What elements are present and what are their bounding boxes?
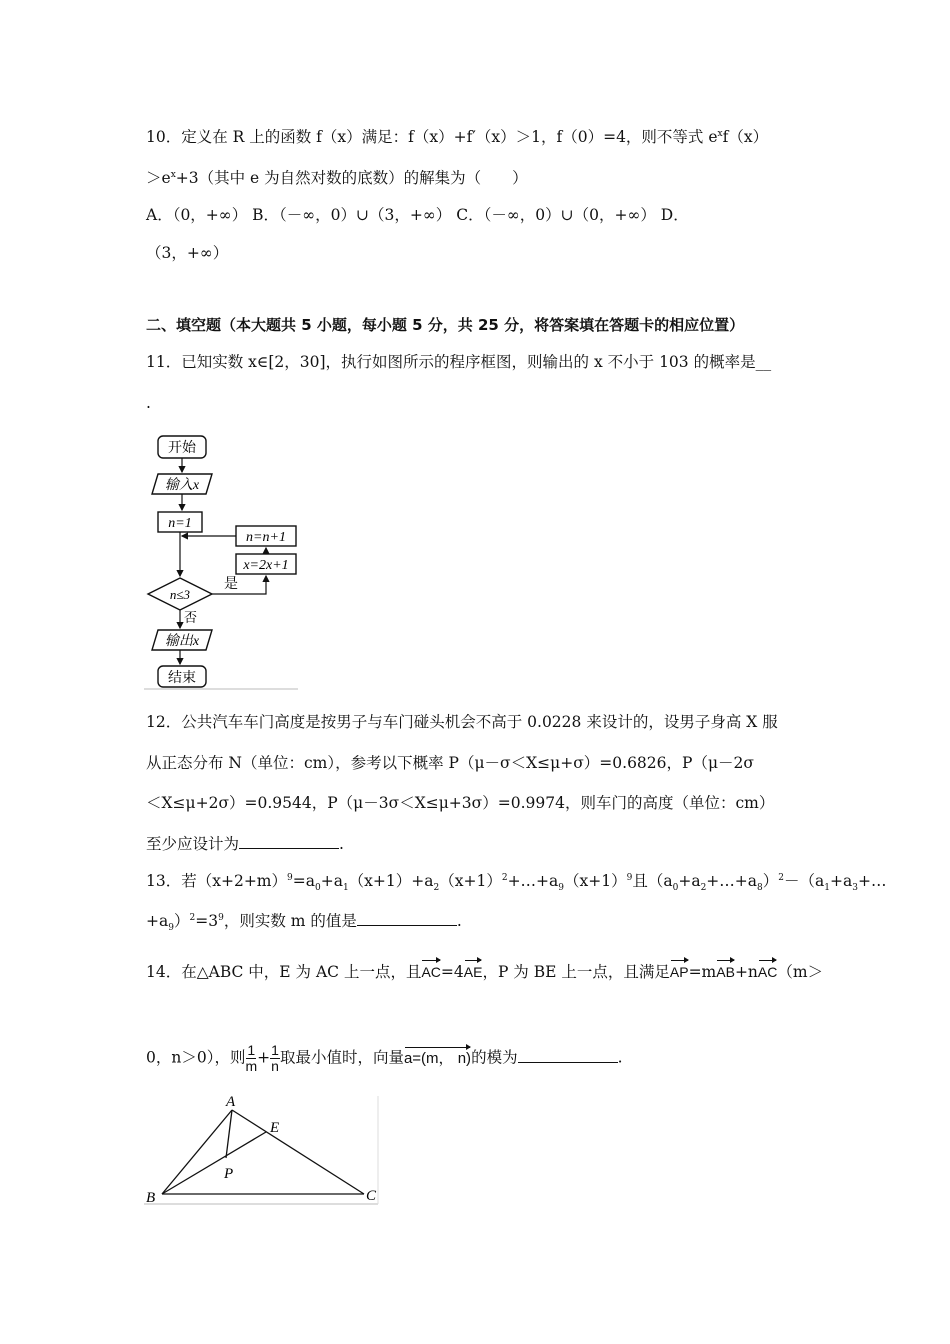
- input-label: 输入x: [164, 478, 200, 493]
- assign-x-label: x=2x+1: [243, 558, 289, 573]
- section-heading: 二、填空题（本大题共 5 小题，每小题 5 分，共 25 分，将答案填在答题卡的相应位置）: [146, 316, 745, 334]
- fraction-1-n: $\frac{1}{n}$: [271, 1042, 279, 1074]
- init-label: n=1: [168, 516, 192, 531]
- vector-ae: AE: [464, 958, 483, 982]
- vector-ac-2: AC: [758, 958, 777, 982]
- side-ab: [162, 1110, 232, 1194]
- q10-options: A．（0，+∞） B．（－∞，0）∪（3，+∞） C．（－∞，0）∪（0，+∞） D．: [146, 206, 689, 224]
- answer-blank[interactable]: [518, 1048, 618, 1063]
- side-ac: [232, 1110, 364, 1194]
- q12-line3: ＜X≤μ+2σ）=0.9544，P（μ－3σ＜X≤μ+3σ）=0.9974，则车门的高度（单位：cm）: [146, 794, 775, 812]
- segment-ap: [226, 1110, 232, 1158]
- q10-line2: $>e^x+3$（其中 e 为自然对数的底数）的解集为（ ）: [146, 169, 528, 187]
- q12-line2: 从正态分布 N（单位：cm），参考以下概率 P（μ－σ＜X≤μ+σ）=0.6826，P（μ－2σ: [146, 754, 754, 772]
- label-p: P: [224, 1166, 234, 1182]
- fraction-1-m: $\frac{1}{m}$: [245, 1042, 258, 1074]
- vector-a: a=(m， n): [404, 1045, 471, 1069]
- label-b: B: [146, 1190, 156, 1206]
- q13-line2: $+a_9)^2=3^9$，则实数 m 的值是 .: [146, 912, 462, 934]
- no-label: 否: [184, 610, 198, 625]
- vector-ac: AC: [421, 958, 440, 982]
- q14-line2: 0，n＞0），则 $\frac{1}{m}$ + $\frac{1}{n}$ 取最小值时，向量a=(m， n)的模为 .: [146, 1042, 623, 1074]
- triangle-figure: [140, 1092, 382, 1206]
- label-e: E: [270, 1120, 280, 1136]
- condition-label: n≤3: [169, 587, 191, 602]
- label-c: C: [366, 1188, 377, 1204]
- q11-line1: 11．已知实数 x∈[2，30]，执行如图所示的程序框图，则输出的 x 不小于 103 的概率是__: [146, 353, 772, 371]
- end-label: 结束: [168, 671, 196, 686]
- q10-options-cont: （3，+∞）: [146, 244, 229, 262]
- q11-line2: .: [146, 394, 151, 412]
- q12-line4: 至少应设计为 .: [146, 835, 344, 853]
- segment-be: [162, 1132, 266, 1194]
- start-label: 开始: [168, 441, 196, 456]
- flowchart: [140, 430, 302, 692]
- q13-line1: 13．若$(x+2+m)^9=a_0+a_1(x+1)+a_2(x+1)^2+\dots+a_9(x+1)^9$且$(a_0+a_2+\dots+a_8)^2-(a_1+a_3+\dots$: [146, 872, 887, 894]
- yes-label: 是: [224, 577, 238, 592]
- vector-ab: AB: [716, 958, 735, 982]
- assign-n-label: n=n+1: [246, 530, 286, 545]
- q12-line1: 12．公共汽车车门高度是按男子与车门碰头机会不高于 0.0228 来设计的，设男子身高 X 服: [146, 713, 778, 731]
- label-a: A: [226, 1094, 236, 1110]
- q14-line1: 14．在△ABC 中，E 为 AC 上一点，且AC=4AE，P 为 BE 上一点，且满足AP=mAB+nAC（m＞: [146, 958, 823, 982]
- answer-blank[interactable]: [239, 834, 339, 849]
- q10-line1: 10．定义在 R 上的函数 f（x）满足：f（x）+f′（x）＞1，f（0）=4，则不等式 $e^xf(x)$: [146, 128, 769, 146]
- output-label: 输出x: [164, 634, 200, 649]
- vector-ap: AP: [670, 958, 689, 982]
- answer-blank[interactable]: [357, 911, 457, 926]
